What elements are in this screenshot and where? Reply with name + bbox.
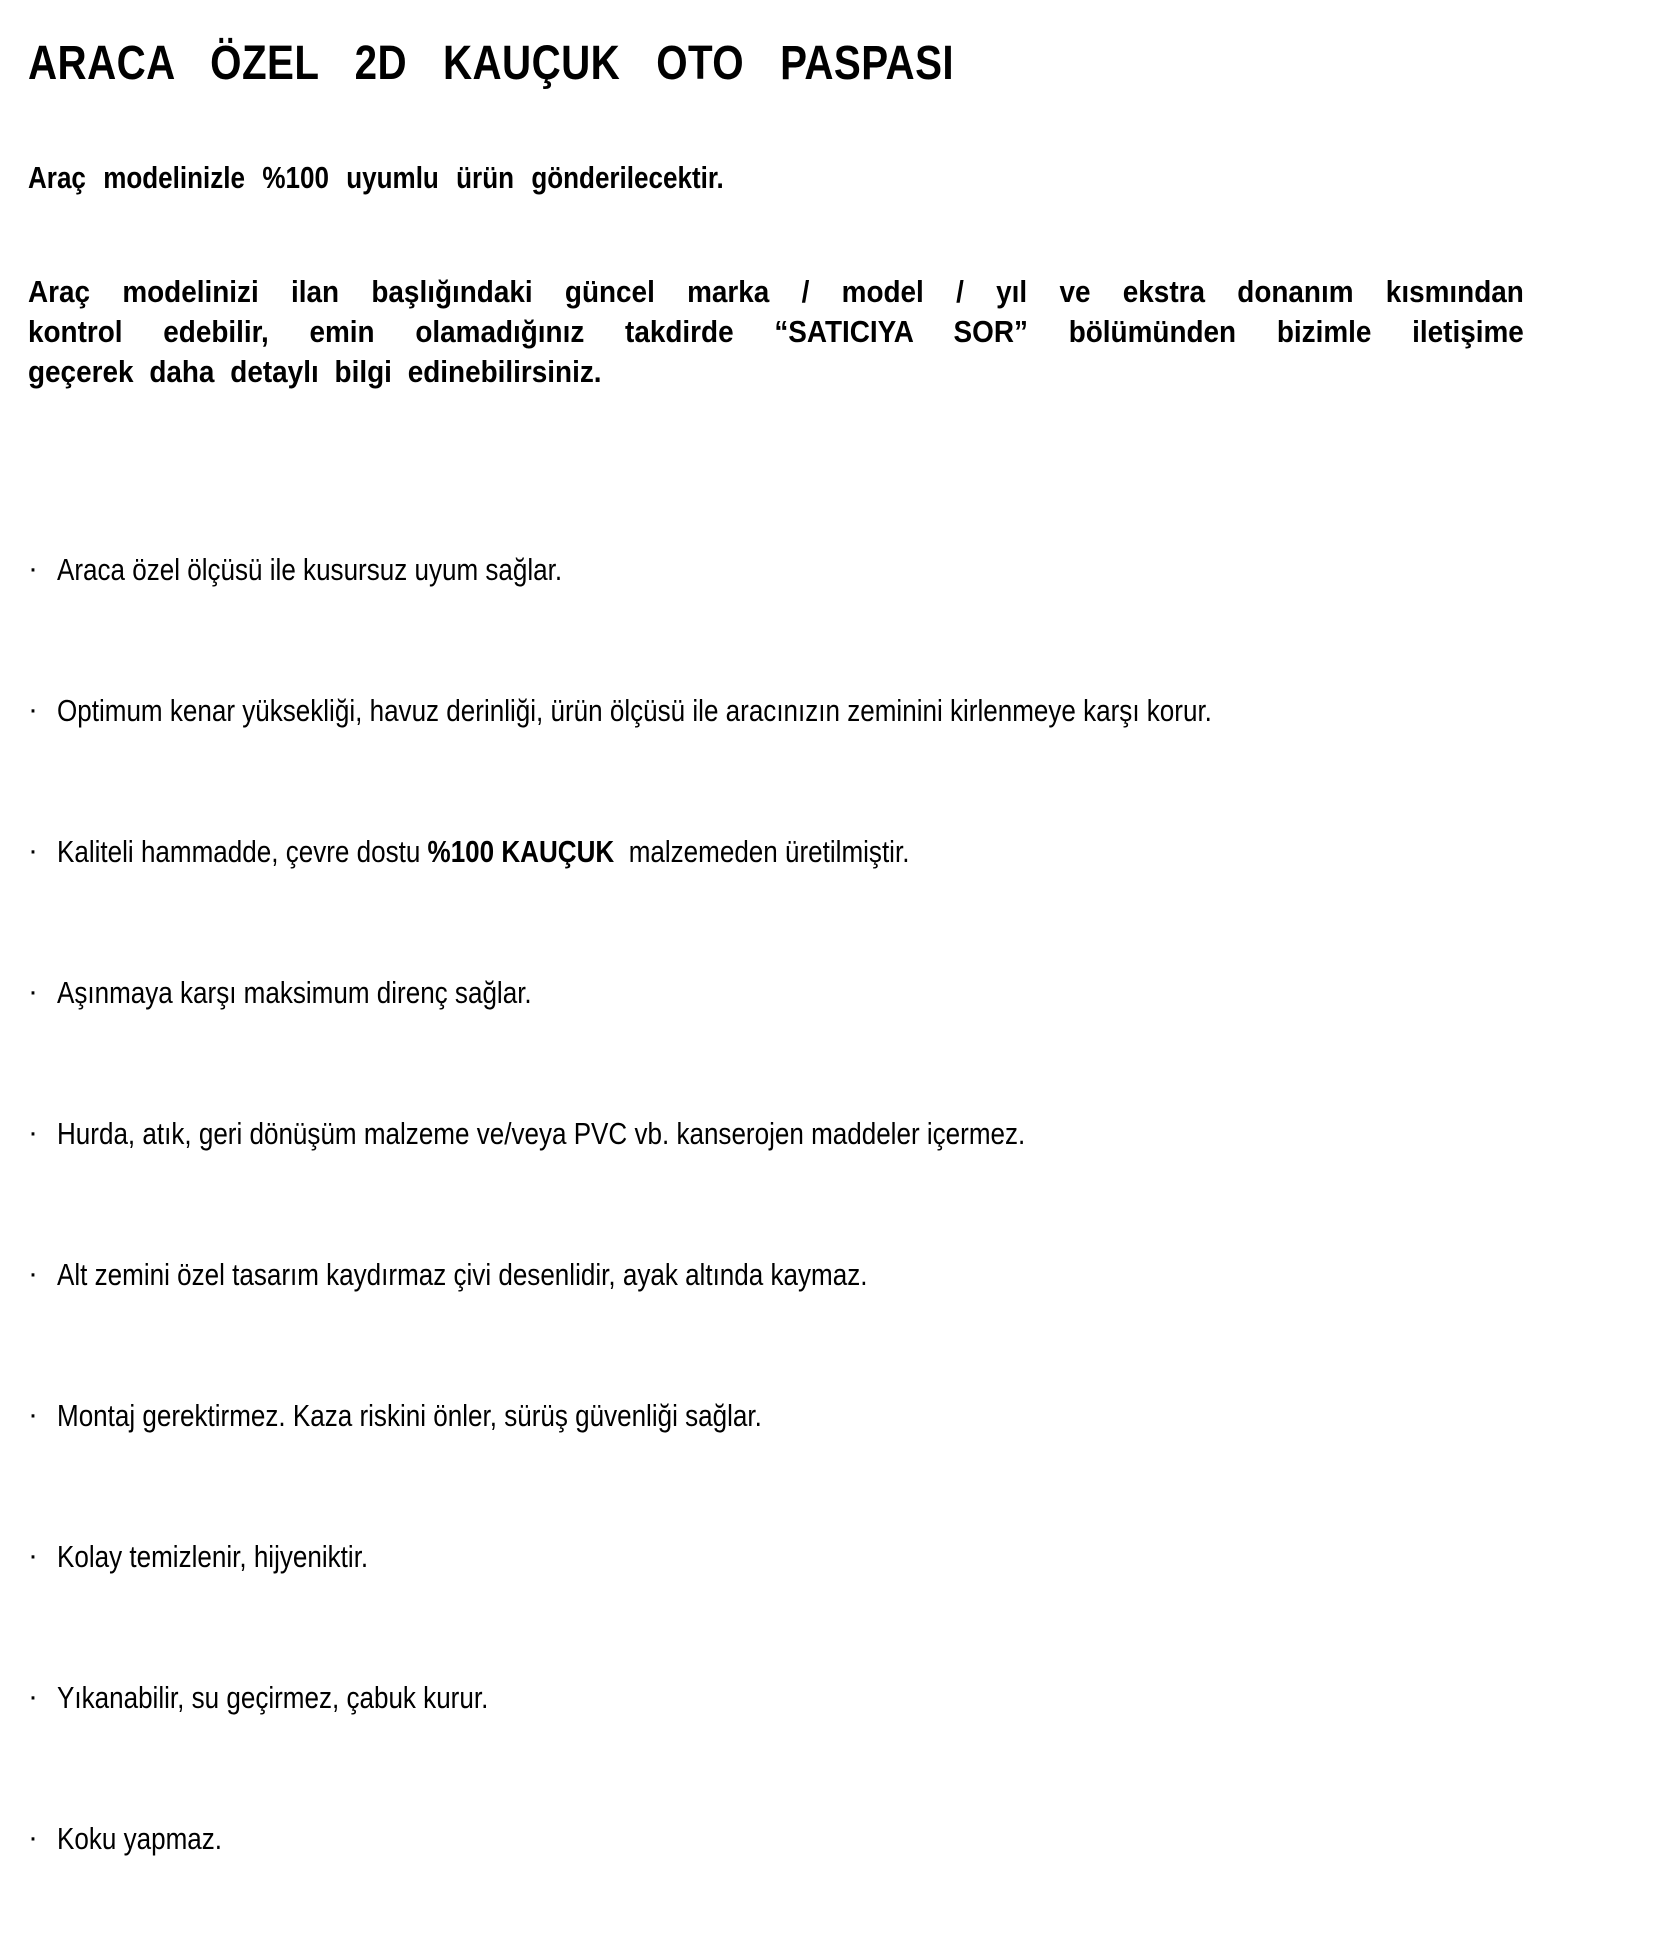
bullet-text xyxy=(57,1396,762,1436)
compatibility-note xyxy=(28,160,856,196)
bullet-text-segment: Montaj gerektirmez. Kaza riskini önler, sürüş güvenliği sağlar. xyxy=(57,1398,762,1433)
paragraph-line: geçerek daha detaylı bilgi edinebilirsiniz. xyxy=(28,354,602,389)
list-item xyxy=(28,973,1432,1114)
bullet-text-segment: Alt zemini özel tasarım kaydırmaz çivi desenlidir, ayak altında kaymaz. xyxy=(57,1257,868,1292)
paragraph-line: kontrol edebilir, emin olamadığınız takdirde “SATICIYA SOR” bölümünden bizimle iletişime xyxy=(28,314,1524,349)
bullet-text-segment: Yıkanabilir, su geçirmez, çabuk kurur. xyxy=(57,1680,489,1715)
bullet-text-segment: Kolay temizlenir, hijyeniktir. xyxy=(57,1539,369,1574)
bullet-marker-icon: · xyxy=(28,1116,38,1149)
bullet-marker-icon: · xyxy=(28,834,38,867)
list-item xyxy=(28,832,1432,973)
bullet-marker-icon: · xyxy=(28,693,38,726)
bullet-marker-icon: · xyxy=(28,975,38,1008)
bullet-text xyxy=(57,691,1212,731)
bullet-marker-icon: · xyxy=(28,1821,38,1854)
compatibility-note-text: Araç modelinizle %100 uyumlu ürün gönderilecektir. xyxy=(28,160,724,195)
bullet-text xyxy=(57,1114,1025,1154)
bullet-text-segment: Aşınmaya karşı maksimum direnç sağlar. xyxy=(57,975,532,1010)
list-item xyxy=(28,1255,1432,1396)
bullet-text xyxy=(57,973,532,1013)
list-item xyxy=(28,691,1432,832)
bullet-text-bold-segment: %100 KAUÇUK xyxy=(427,834,615,869)
bullet-marker-icon: · xyxy=(28,1539,38,1572)
list-item xyxy=(28,1114,1432,1255)
model-check-paragraph xyxy=(28,272,1524,392)
list-item xyxy=(28,550,1432,691)
bullet-text-segment: Koku yapmaz. xyxy=(57,1821,223,1856)
feature-list xyxy=(28,550,1432,1960)
bullet-text xyxy=(57,1819,222,1859)
bullet-text-segment: Optimum kenar yüksekliği, havuz derinliği, ürün ölçüsü ile aracınızın zeminini kirlenmeye karşı korur. xyxy=(57,693,1212,728)
bullet-text xyxy=(57,1537,368,1577)
list-item xyxy=(28,1396,1432,1537)
bullet-marker-icon: · xyxy=(28,552,38,585)
bullet-text xyxy=(57,832,909,872)
list-item xyxy=(28,1537,1432,1678)
list-item xyxy=(28,1678,1432,1819)
bullet-marker-icon: · xyxy=(28,1680,38,1713)
bullet-marker-icon: · xyxy=(28,1257,38,1290)
bullet-text xyxy=(57,1678,488,1718)
bullet-text-segment: Kaliteli hammadde, çevre dostu xyxy=(57,834,428,869)
bullet-text-segment: Araca özel ölçüsü ile kusursuz uyum sağlar. xyxy=(57,552,563,587)
bullet-text-segment: Hurda, atık, geri dönüşüm malzeme ve/veya PVC vb. kanserojen maddeler içermez. xyxy=(57,1116,1026,1151)
bullet-text xyxy=(57,550,562,590)
bullet-marker-icon: · xyxy=(28,1398,38,1431)
list-item xyxy=(28,1819,1432,1960)
bullet-text-segment: malzemeden üretilmiştir. xyxy=(614,834,910,869)
page-title-text: ARACA ÖZEL 2D KAUÇUK OTO PASPASI xyxy=(28,37,955,90)
page-title xyxy=(28,36,1130,91)
paragraph-line: Araç modelinizi ilan başlığındaki güncel marka / model / yıl ve ekstra donanım kısmından xyxy=(28,274,1524,309)
bullet-text xyxy=(57,1255,867,1295)
